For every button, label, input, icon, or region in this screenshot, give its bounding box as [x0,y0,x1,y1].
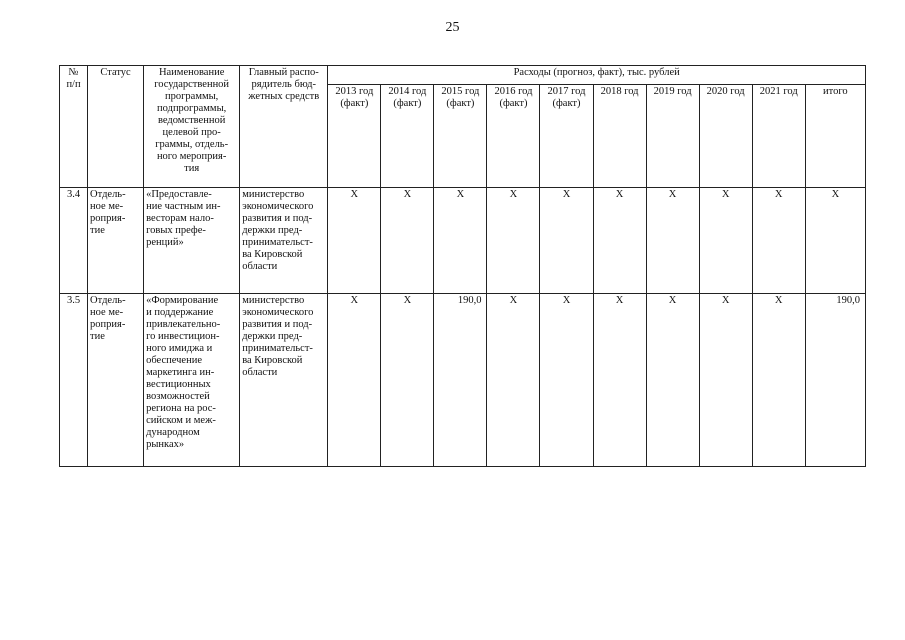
header-year-2017: 2017 год (факт) [540,85,593,188]
row-status: Отдель- ное ме- роприя- тие [88,188,144,294]
value-2013: X [328,188,381,294]
budget-table [59,65,866,467]
value-total: X [805,188,865,294]
row-num: 3.4 [60,188,88,294]
row-status: Отдель- ное ме- роприя- тие [88,294,144,467]
header-num: № п/п [60,66,88,188]
value-2015: 190,0 [434,294,487,467]
table-row [60,188,866,294]
header-year-2018: 2018 год [593,85,646,188]
value-2018: X [593,188,646,294]
value-2013: X [328,294,381,467]
page-number: 25 [445,20,460,35]
value-2021: X [752,188,805,294]
header-budget-manager: Главный распо- рядитель бюд- жетных средств [240,66,328,188]
value-2016: X [487,188,540,294]
header-year-2021: 2021 год [752,85,805,188]
value-2014: X [381,188,434,294]
header-program-name: Наименование государственной программы, подпрограммы, ведомственной целевой про- граммы, отдель- ного мероприя- тия [144,66,240,188]
header-expenses: Расходы (прогноз, факт), тыс. рублей [328,66,866,85]
table-header-row [60,66,866,85]
value-2017: X [540,294,593,467]
header-total: итого [805,85,865,188]
header-year-2014: 2014 год (факт) [381,85,434,188]
header-year-2019: 2019 год [646,85,699,188]
value-2021: X [752,294,805,467]
header-year-2020: 2020 год [699,85,752,188]
value-2020: X [699,294,752,467]
header-year-2015: 2015 год (факт) [434,85,487,188]
value-2015: X [434,188,487,294]
header-year-2016: 2016 год (факт) [487,85,540,188]
row-program-name: «Предоставле- ние частным ин- весторам нало- говых префе- ренций» [144,188,240,294]
value-2020: X [699,188,752,294]
value-2016: X [487,294,540,467]
value-2019: X [646,188,699,294]
row-budget-manager: министерство экономического развития и под- держки пред- принимательст- ва Кировской области [240,294,328,467]
header-year-2013: 2013 год (факт) [328,85,381,188]
value-2019: X [646,294,699,467]
value-total: 190,0 [805,294,865,467]
row-program-name: «Формирование и поддержание привлекательно- го инвестицион- ного имиджа и обеспечение маркетинга ин- вестиционных возможностей региона на рос- сийском и меж- дународном рынках» [144,294,240,467]
row-budget-manager: министерство экономического развития и под- держки пред- принимательст- ва Кировской области [240,188,328,294]
value-2014: X [381,294,434,467]
value-2017: X [540,188,593,294]
table-row [60,294,866,467]
header-status: Статус [88,66,144,188]
value-2018: X [593,294,646,467]
row-num: 3.5 [60,294,88,467]
